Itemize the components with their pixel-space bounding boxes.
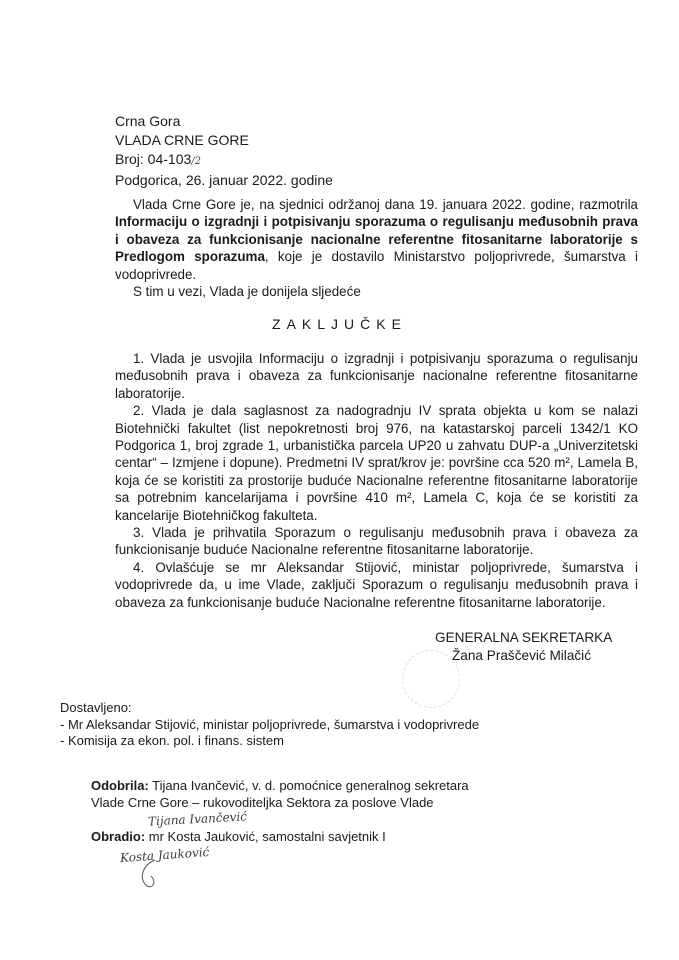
- place-date: Podgorica, 26. januar 2022. godine: [115, 172, 333, 188]
- handwritten-initials-1: Tijana Ivančević: [147, 809, 248, 829]
- handwritten-number: /2: [191, 156, 202, 167]
- signature-name: Žana Praščević Milačić: [452, 648, 591, 663]
- delivered-label: Dostavljeno:: [60, 700, 132, 715]
- country: Crna Gora: [115, 113, 181, 129]
- conclusion-item: 2. Vlada je dala saglasnost za nadogradnju IV sprata objekta u kom se nalazi Biotehnički fakultet (list nepokretnosti broj 976, na katastarskoj parceli 1342/1 KO Podgorica 1, broj zgrade 1, urbanistička parcela UP20 u zahvatu DUP-a „Univerzitetski centar“ – Izmjene i dopune). Predmetni IV sprat/krov je: površine cca 520 m², Lamela B, koja će se koristiti za prostorije buduće Nacionalne referentne fitosanitarne laboratorije sa potrebnim kancelarijama i površine 410 m², Lamela C, koja će se koristiti za kancelarije Biotehničkog fakulteta.: [115, 403, 638, 523]
- processed-text: mr Kosta Jauković, samostalni savjetnik I: [145, 829, 386, 844]
- approved-text: Tijana Ivančević, v. d. pomoćnice generalnog sekretara: [148, 778, 469, 793]
- conclusion-item: 3. Vlada je prihvatila Sporazum o regulisanju međusobnih prava i obaveza za funkcionisanje buduće Nacionalne referentne fitosanitarne laboratorije.: [115, 525, 638, 558]
- delivered-block: [60, 700, 479, 750]
- conclusion-item: 1. Vlada je usvojila Informaciju o izgradnji i potpisivanju sporazuma o regulisanju međusobnih prava i obaveza za funkcionisanje nacionalne referentne fitosanitarne laboratorije.: [115, 351, 638, 401]
- conclusions-title: ZAKLJUČKE: [272, 316, 407, 332]
- reference-number: Broj: 04-103/2: [115, 151, 202, 167]
- signature-title: GENERALNA SEKRETARKA: [435, 630, 613, 645]
- processed-label: Obradio:: [91, 829, 146, 844]
- document-header: [115, 112, 333, 190]
- conclusion-item: 4. Ovlašćuje se mr Aleksandar Stijović, ministar poljoprivrede, šumarstva i vodoprivrede da, u ime Vlade, zaključi Sporazum o regulisanju međusobnih prava i obaveza za funkcionisanje buduće Nacionalne referentne fitosanitarne laboratorije.: [115, 559, 638, 610]
- signature-block: [435, 629, 612, 665]
- intro-line2: S tim u vezi, Vlada je donijela sljedeće: [133, 284, 361, 300]
- intro-text-pre: Vlada Crne Gore je, na sjednici održanoj dana 19. januara 2022. godine, razmotrila: [133, 197, 638, 212]
- delivered-item: - Mr Aleksandar Stijović, ministar poljoprivrede, šumarstva i vodoprivrede: [60, 716, 480, 732]
- intro-text-post: , koje je dostavilo Ministarstvo poljoprivrede, šumarstva i vodoprivrede.: [115, 249, 638, 282]
- intro-paragraph: [115, 196, 638, 300]
- delivered-item: - Komisija za ekon. pol. i finans. sistem: [60, 733, 284, 748]
- approved-text-line2: Vlade Crne Gore – rukovoditeljka Sektora za poslove Vlade: [91, 794, 434, 810]
- approved-label: Odobrila:: [91, 778, 149, 793]
- processed-block: [91, 829, 386, 846]
- intro-bold-subject: Informaciju o izgradnji i potpisivanju sporazuma o regulisanju međusobnih prava i obaveza za funkcionisanje nacionalne referentne fitosanitarne laboratorije s Predlogom sporazuma: [115, 214, 638, 265]
- approved-block: [91, 778, 469, 811]
- institution: VLADA CRNE GORE: [115, 132, 249, 148]
- handwritten-flourish: [135, 858, 165, 890]
- conclusions-list: [115, 350, 638, 611]
- handwritten-initials-2: Kosta Jauković: [119, 844, 210, 866]
